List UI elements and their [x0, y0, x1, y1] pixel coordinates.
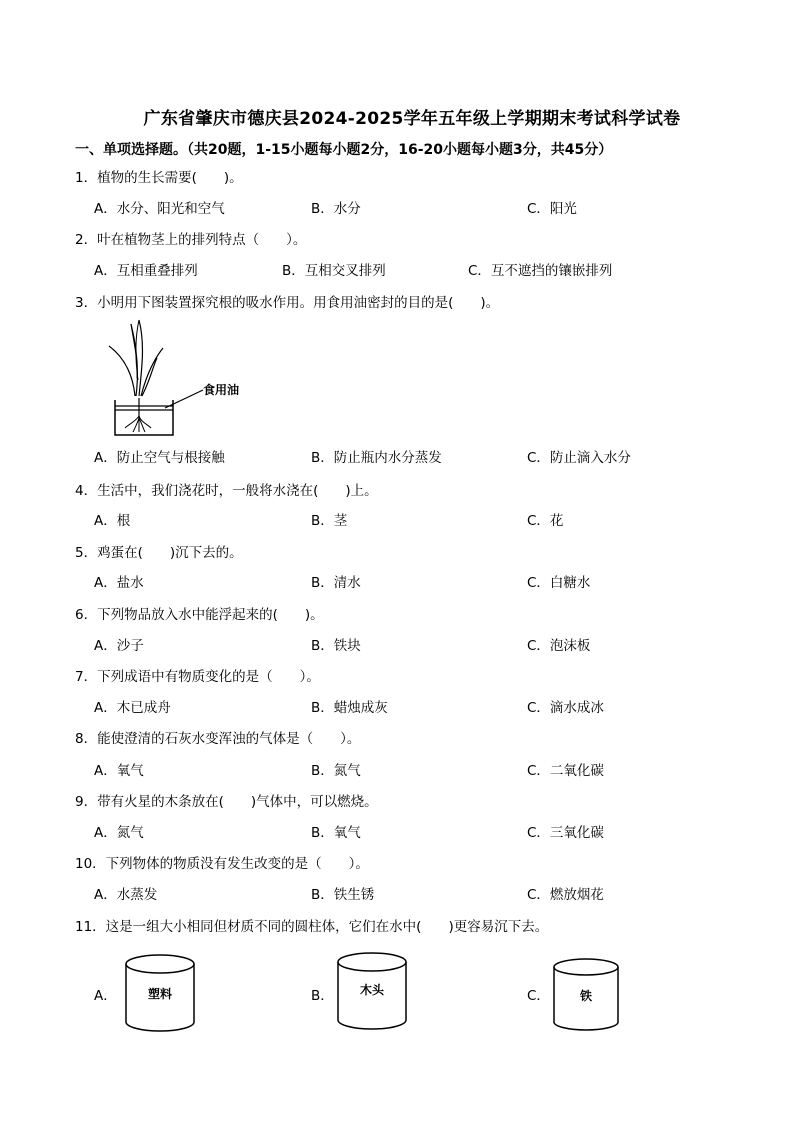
- option-4b: B．茎: [311, 513, 348, 529]
- question-2: 2．叶在植物茎上的排列特点（ ）。: [75, 232, 307, 248]
- option-1c: C．阳光: [527, 201, 577, 217]
- option-11c: C．: [527, 988, 550, 1004]
- option-9a: A．氮气: [94, 825, 144, 841]
- cylinder-wood-figure: [334, 950, 410, 1032]
- option-5c: C．白糖水: [527, 575, 591, 591]
- question-7: 7．下列成语中有物质变化的是（ ）。: [75, 669, 320, 685]
- option-8c: C．二氧化碳: [527, 763, 604, 779]
- option-3b: B．防止瓶内水分蒸发: [311, 450, 442, 466]
- option-6c: C．泡沫板: [527, 638, 591, 654]
- option-11b: B．: [311, 988, 334, 1004]
- page-title: 广东省肇庆市德庆县2024-2025学年五年级上学期期末考试科学试卷: [143, 109, 681, 129]
- option-11a: A．: [94, 988, 117, 1004]
- cylinder-plastic-label: 塑料: [147, 987, 173, 1001]
- option-4c: C．花: [527, 513, 564, 529]
- option-7a: A．木已成舟: [94, 700, 171, 716]
- question-1: 1．植物的生长需要( )。: [75, 170, 243, 186]
- option-10b: B．铁生锈: [311, 887, 375, 903]
- option-1a: A．水分、阳光和空气: [94, 201, 225, 217]
- option-10c: C．燃放烟花: [527, 887, 604, 903]
- option-9b: B．氧气: [311, 825, 361, 841]
- question-11: 11．这是一组大小相同但材质不同的圆柱体，它们在水中( )更容易沉下去。: [75, 919, 549, 935]
- question-10: 10．下列物体的物质没有发生改变的是（ ）。: [75, 856, 369, 872]
- option-3a: A．防止空气与根接触: [94, 450, 225, 466]
- option-3c: C．防止滴入水分: [527, 450, 631, 466]
- option-10a: A．水蒸发: [94, 887, 158, 903]
- question-9: 9．带有火星的木条放在( )气体中，可以燃烧。: [75, 794, 378, 810]
- option-5a: A．盐水: [94, 575, 144, 591]
- cylinder-iron-label: 铁: [579, 989, 593, 1003]
- root-absorption-figure: [95, 318, 265, 438]
- option-5b: B．清水: [311, 575, 361, 591]
- question-6: 6．下列物品放入水中能浮起来的( )。: [75, 607, 324, 623]
- option-6b: B．铁块: [311, 638, 361, 654]
- cylinder-iron-figure: [550, 956, 622, 1034]
- option-2c: C．互不遮挡的镶嵌排列: [468, 263, 613, 279]
- option-9c: C．三氧化碳: [527, 825, 604, 841]
- cylinder-wood-label: 木头: [359, 983, 385, 997]
- option-8a: A．氧气: [94, 763, 144, 779]
- option-7c: C．滴水成冰: [527, 700, 604, 716]
- option-2a: A．互相重叠排列: [94, 263, 198, 279]
- question-8: 8．能使澄清的石灰水变浑浊的气体是（ ）。: [75, 731, 361, 747]
- section-heading: 一、单项选择题。（共20题，1-15小题每小题2分，16-20小题每小题3分，共45分）: [75, 142, 613, 158]
- option-7b: B．蜡烛成灰: [311, 700, 388, 716]
- question-5: 5．鸡蛋在( )沉下去的。: [75, 545, 243, 561]
- option-2b: B．互相交叉排列: [282, 263, 386, 279]
- option-1b: B．水分: [311, 201, 361, 217]
- oil-label: 食用油: [203, 383, 240, 397]
- option-6a: A．沙子: [94, 638, 144, 654]
- question-4: 4．生活中，我们浇花时，一般将水浇在( )上。: [75, 483, 378, 499]
- option-4a: A．根: [94, 513, 131, 529]
- question-3: 3．小明用下图装置探究根的吸水作用。用食用油密封的目的是( )。: [75, 295, 500, 311]
- cylinder-plastic-figure: [122, 952, 198, 1034]
- option-8b: B．氮气: [311, 763, 361, 779]
